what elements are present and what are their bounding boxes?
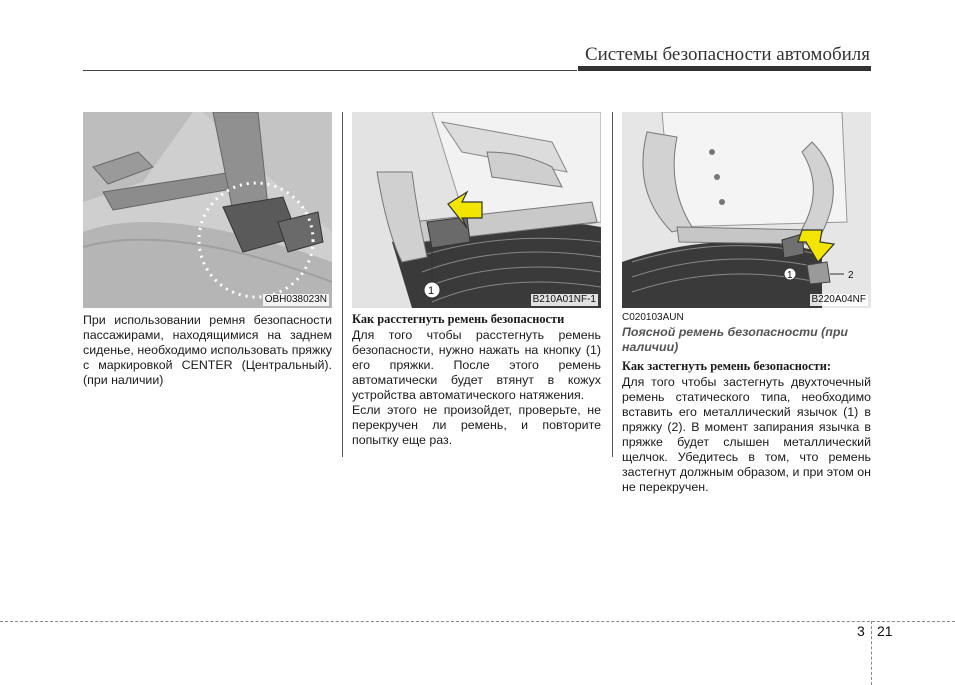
callout-1: 1: [428, 285, 435, 297]
fasten-heading: Как застегнуть ремень безопасности:: [622, 359, 831, 373]
section-code: C020103AUN: [622, 312, 684, 323]
unfasten-paragraph-1: Для того чтобы расстегнуть ремень безопасности, нужно нажать на кнопку (1) его пряжки. После этого ремень автоматически будет втянут в кожух устройства автоматического натяжения.: [352, 328, 601, 402]
footer-dashed-line: [0, 621, 955, 622]
header-title: Системы безопасности автомобиля: [584, 44, 870, 65]
header-rule-thick: [578, 66, 871, 71]
header-rule: [83, 70, 577, 71]
center-buckle-illustration: [83, 112, 332, 308]
fasten-paragraph: Для того чтобы застегнуть двухточечный ремень статического типа, необходимо вставить его металлический язычок (1) в пряжку (2). В момент запирания язычка в пряжке будет слышен металлический щелчок. Убедитесь в том, что ремень застегнут должным образом, и при этом он не перекручен.: [622, 375, 871, 494]
callout-1: 1: [787, 270, 793, 281]
page-number: 21: [877, 623, 893, 639]
column-center-buckle: [83, 112, 332, 388]
column-unfasten: [352, 112, 601, 448]
figure-unfasten: [352, 112, 601, 308]
unfasten-paragraph-2: Если этого не произойдет, проверьте, не перекручен ли ремень, и повторите попытку еще раз.: [352, 403, 601, 447]
column-divider-1: [342, 112, 343, 457]
lap-belt-italic-heading: Поясной ремень безопасности (при наличии): [622, 325, 848, 354]
center-buckle-text: При использовании ремня безопасности пассажирами, находящимися на заднем сиденье, необходимо использовать пряжку с маркировкой CENTER (Центральный). (при наличии): [83, 313, 332, 387]
figure-center-buckle: [83, 112, 332, 308]
section-number: 3: [857, 623, 865, 639]
column-divider-2: [612, 112, 613, 457]
footer-dashed-divider: [871, 621, 872, 685]
figure-lap-belt: [622, 112, 871, 308]
unfasten-illustration: [352, 112, 601, 308]
figure-code: B210A01NF-1: [532, 294, 596, 305]
callout-2: 2: [848, 270, 854, 281]
figure-code: B220A04NF: [811, 294, 866, 305]
lap-belt-illustration: [622, 112, 871, 308]
column-lap-belt: [622, 112, 871, 495]
unfasten-heading: Как расстегнуть ремень безопасности: [352, 312, 565, 326]
figure-code: OBH038023N: [264, 294, 327, 305]
